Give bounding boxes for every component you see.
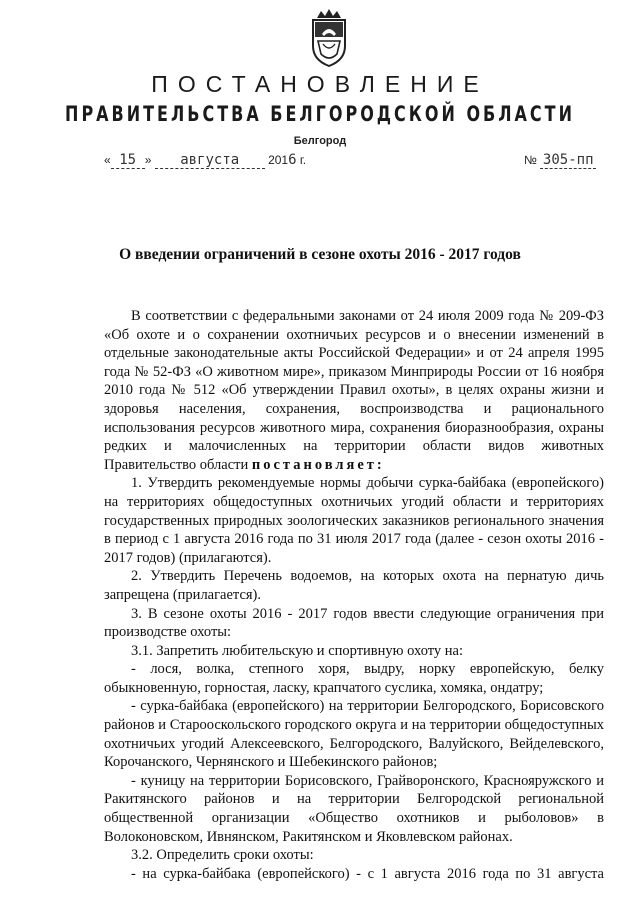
document-heading: О введении ограничений в сезоне охоты 2016 - 2017 годов <box>119 246 521 263</box>
paragraph-item-3: 3. В сезоне охоты 2016 - 2017 годов ввести следующие ограничения при производстве охоты: <box>104 605 604 641</box>
preamble-text: В соответствии с федеральными законами от 24 июля 2009 года № 209-ФЗ «Об охоте и о сохранении охотничьих ресурсов и о внесении изменений в отдельные законодательные акты Российской Федерации» и от 24 апреля 1995 года № 52-ФЗ «О животном мире», приказом Минприроды России от 16 ноября 2010 года № 512 «Об утверждении Правил охоты», в целях охраны жизни и здоровья населения, сохранения, воспроизводства и рационального использования ресурсов животного мира, сохранения биоразнообразия, охраны редких и малочисленных на территории области видов животных Правительство области <box>104 308 604 473</box>
paragraph-list-1: - лося, волка, степного хоря, выдру, норку европейскую, белку обыкновенную, горностая, ласку, крапчатого суслика, хомяка, ондатру; <box>104 661 604 696</box>
city-name: Белгород <box>293 135 347 147</box>
date-year-suffix: 6 <box>288 152 297 168</box>
paragraph-item-3-2: 3.2. Определить сроки охоты: <box>131 847 314 864</box>
paragraph-item-1: 1. Утвердить рекомендуемые нормы добычи сурка-байбака (европейского) на территориях общедоступных охотничьих угодий области и территориях государственных природных зоологических заказников регионального значения в период с 1 августа 2016 года по 31 июля 2017 года (далее - сезон охоты 2016 - 2017 годов) (прилагаются). <box>104 475 604 566</box>
paragraph-list-4: - на сурка-байбака (европейского) - с 1 августа 2016 года по 31 августа <box>131 865 604 882</box>
document-date <box>104 152 306 169</box>
date-day: 15 <box>111 152 145 169</box>
document-type-title: ПОСТАНОВЛЕНИЕ <box>151 71 489 97</box>
date-close-quote: » <box>144 153 152 167</box>
document-body <box>104 307 604 883</box>
document-number <box>524 152 596 169</box>
date-open-quote: « <box>104 153 111 167</box>
paragraph-item-3-1: 3.1. Запретить любительскую и спортивную охоту на: <box>131 642 463 659</box>
date-year-unit: г. <box>299 153 307 167</box>
date-month: августа <box>155 152 265 169</box>
number-label: № <box>524 153 537 167</box>
paragraph-list-2: - сурка-байбака (европейского) на территории Белгородского, Борисовского районов и Старооскольского городского округа и на территории общедоступных охотничьих угодий Алексеевского, Белгородского, Валуйского, Вейделевского, Корочанского, Чернянского и Шебекинского районов; <box>104 698 604 771</box>
date-year-prefix: 201 <box>268 153 289 167</box>
paragraph-list-3: - куницу на территории Борисовского, Грайворонского, Краснояружского и Ракитянского районов и на территории Белгородской региональной общественной организации «Общество охотников и рыболовов» в Волоконовском, Ивнянском, Ракитянском и Яковлевском районах. <box>104 772 604 845</box>
resolves-word: постановляет: <box>251 456 385 473</box>
paragraph-item-2: 2. Утвердить Перечень водоемов, на которых охота на пернатую дичь запрещена (прилагается). <box>104 568 604 603</box>
number-value: 305-пп <box>540 152 596 169</box>
coat-of-arms-icon <box>306 6 352 68</box>
issuing-authority: ПРАВИТЕЛЬСТВА БЕЛГОРОДСКОЙ ОБЛАСТИ <box>65 100 575 127</box>
paragraph-preamble <box>104 307 604 474</box>
